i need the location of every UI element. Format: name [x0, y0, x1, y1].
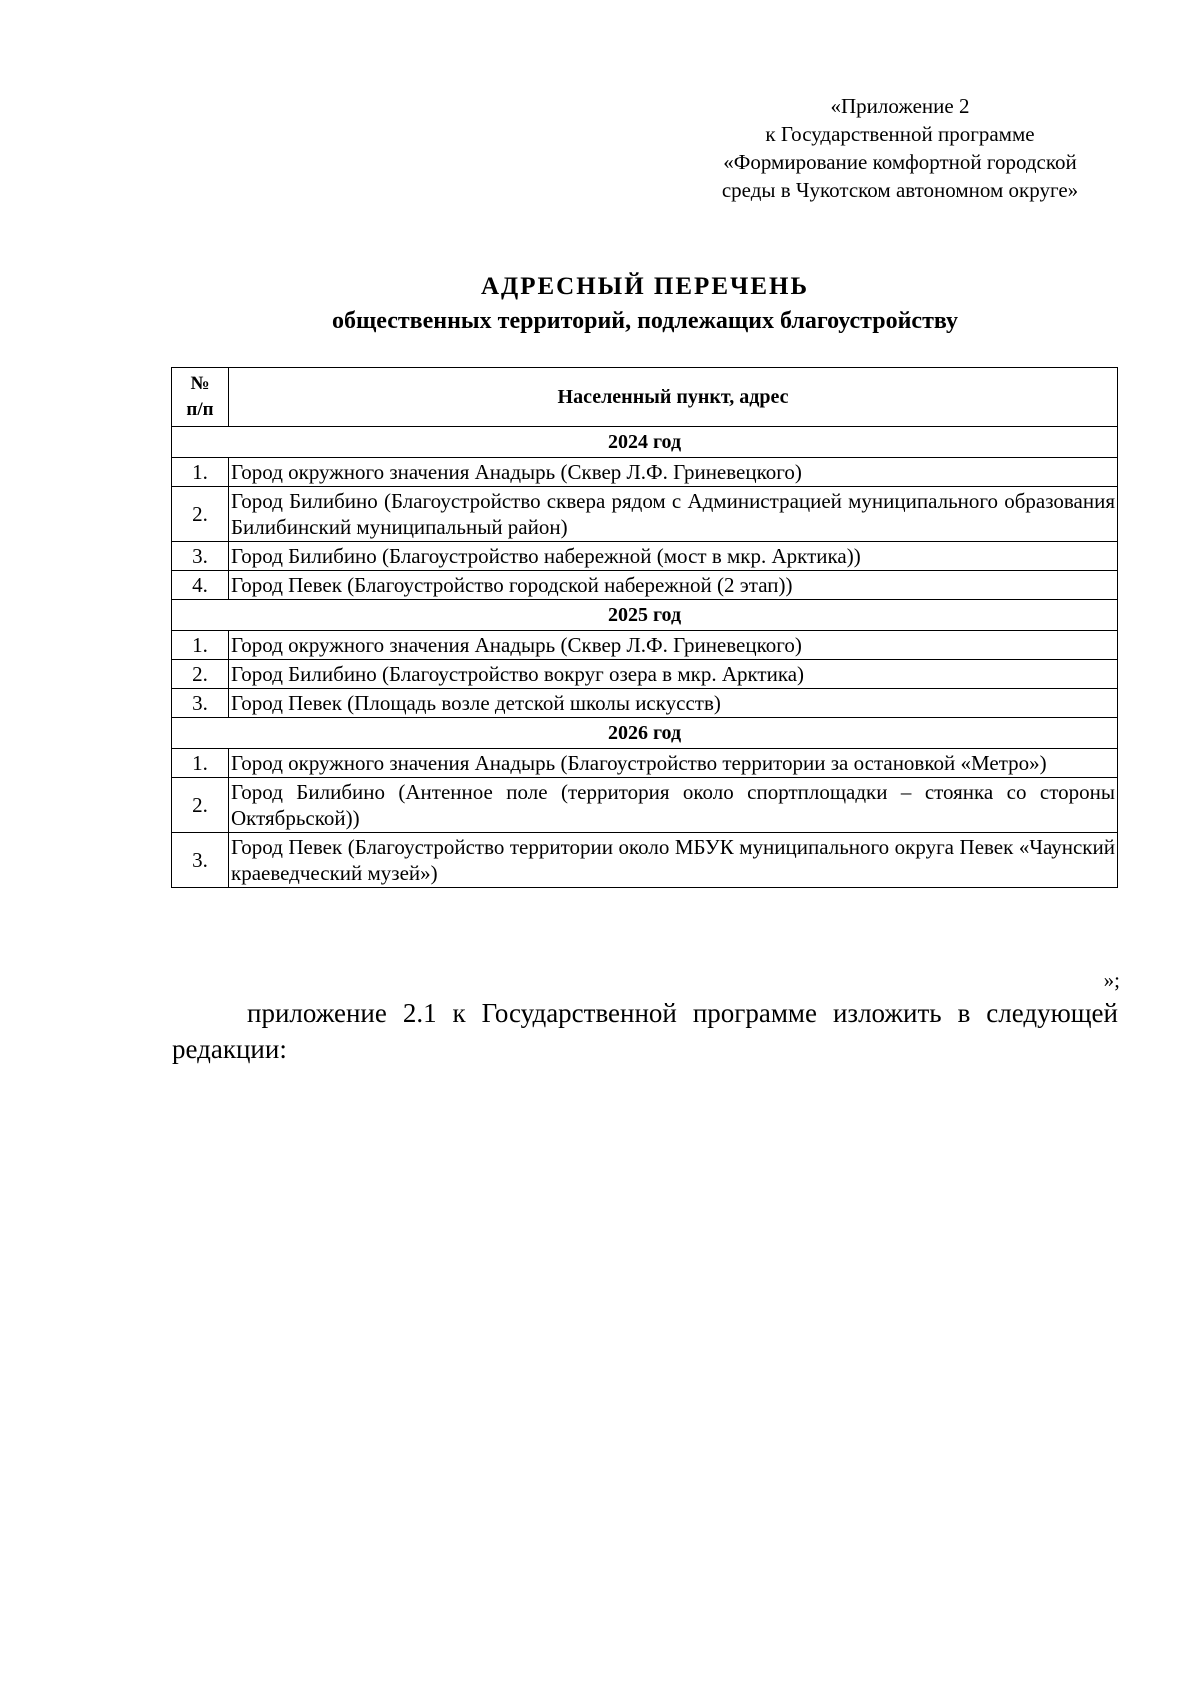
- body-paragraph: приложение 2.1 к Государственной программе изложить в следующей редакции:: [172, 998, 1118, 1064]
- column-header-address: Населенный пункт, адрес: [229, 368, 1118, 427]
- column-header-number-symbol: №: [190, 373, 210, 394]
- row-number: 1.: [172, 631, 229, 660]
- year-label: 2026 год: [172, 718, 1118, 749]
- table-row: [172, 660, 1118, 689]
- row-number: 3.: [172, 689, 229, 718]
- appendix-header-line: к Государственной программе: [765, 122, 1035, 146]
- table-row: [172, 542, 1118, 571]
- table-row: [172, 571, 1118, 600]
- year-group-row: [172, 718, 1118, 749]
- row-address: Город Билибино (Благоустройство сквера рядом с Администрацией муниципального образования Билибинский муниципальный район): [229, 487, 1118, 542]
- row-address: Город окружного значения Анадырь (Сквер Л.Ф. Гриневецкого): [229, 458, 1118, 487]
- table-row: [172, 689, 1118, 718]
- table-row: [172, 833, 1118, 888]
- table-row: [172, 749, 1118, 778]
- appendix-header: [690, 92, 1110, 204]
- appendix-header-line: «Формирование комфортной городской: [723, 150, 1077, 174]
- document-title: [170, 270, 1120, 338]
- row-address: Город Певек (Благоустройство территории около МБУК муниципального округа Певек «Чаунский краеведческий музей»): [229, 833, 1118, 888]
- table-row: [172, 458, 1118, 487]
- row-number: 3.: [172, 833, 229, 888]
- row-address: Город окружного значения Анадырь (Благоустройство территории за остановкой «Метро»): [229, 749, 1118, 778]
- appendix-header-line: «Приложение 2: [830, 94, 970, 118]
- table-body: [172, 427, 1118, 888]
- table-row: [172, 631, 1118, 660]
- row-number: 2.: [172, 778, 229, 833]
- appendix-header-line: среды в Чукотском автономном округе»: [721, 178, 1079, 202]
- year-label: 2025 год: [172, 600, 1118, 631]
- row-number: 1.: [172, 458, 229, 487]
- table-header-row: [172, 368, 1118, 427]
- row-address: Город Билибино (Антенное поле (территория около спортплощадки – стоянка со стороны Октябрьской)): [229, 778, 1118, 833]
- column-header-number: [172, 368, 229, 427]
- year-group-row: [172, 427, 1118, 458]
- row-address: Город Певек (Благоустройство городской набережной (2 этап)): [229, 571, 1118, 600]
- row-number: 1.: [172, 749, 229, 778]
- row-number: 2.: [172, 660, 229, 689]
- document-title-main: АДРЕСНЫЙ ПЕРЕЧЕНЬ: [480, 273, 809, 300]
- row-address: Город Билибино (Благоустройство набережной (мост в мкр. Арктика)): [229, 542, 1118, 571]
- table-row: [172, 778, 1118, 833]
- document-title-sub: общественных территорий, подлежащих благоустройству: [332, 308, 958, 334]
- territories-table: [171, 367, 1118, 888]
- year-label: 2024 год: [172, 427, 1118, 458]
- row-number: 3.: [172, 542, 229, 571]
- row-address: Город окружного значения Анадырь (Сквер Л.Ф. Гриневецкого): [229, 631, 1118, 660]
- closing-quote: »;: [1103, 968, 1120, 992]
- table-row: [172, 487, 1118, 542]
- row-address: Город Билибино (Благоустройство вокруг озера в мкр. Арктика): [229, 660, 1118, 689]
- row-address: Город Певек (Площадь возле детской школы искусств): [229, 689, 1118, 718]
- row-number: 2.: [172, 487, 229, 542]
- year-group-row: [172, 600, 1118, 631]
- row-number: 4.: [172, 571, 229, 600]
- column-header-number-abbr: п/п: [186, 399, 214, 420]
